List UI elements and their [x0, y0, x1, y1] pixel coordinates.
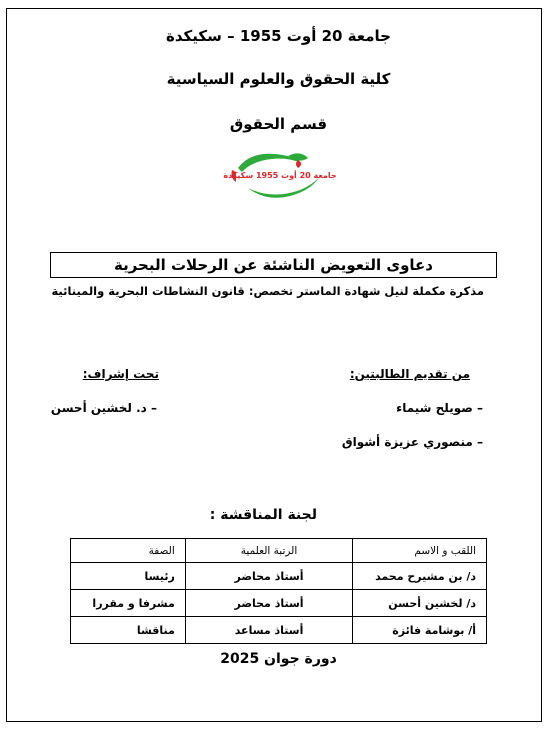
- member-name: د/ لخشين أحسن: [353, 590, 487, 617]
- students-label: من تقديم الطالبتين:: [349, 367, 470, 381]
- student-name-2: – منصوري عزيزة أشواق: [341, 435, 483, 449]
- member-name: د/ بن مشيرح محمد: [353, 563, 487, 590]
- logo-text: جامعة 20 أوت 1955 سكيكدة: [223, 171, 337, 180]
- student-name-1: – صويلح شيماء: [396, 401, 483, 415]
- column-header-rank: الرتبة العلمية: [185, 539, 353, 563]
- member-role: رئيسا: [71, 563, 186, 590]
- member-rank: أستاذ محاضر: [185, 590, 353, 617]
- thesis-subtitle: مذكرة مكملة لنيل شهادة الماستر تخصص: قانون النشاطات البحرية والمينائية: [51, 284, 484, 298]
- member-name: أ/ بوشامة فائزة: [353, 617, 487, 644]
- member-role: مشرفا و مقررا: [71, 590, 186, 617]
- table-header-row: [71, 539, 487, 563]
- member-rank: أستاذ مساعد: [185, 617, 353, 644]
- university-logo: [223, 148, 337, 198]
- faculty-name: كلية الحقوق والعلوم السياسية: [166, 70, 391, 88]
- supervisor-label: تحت إشراف:: [82, 367, 159, 381]
- table-row: [71, 590, 487, 617]
- committee-title: لجنة المناقشة :: [209, 507, 317, 523]
- department-name: قسم الحقوق: [229, 115, 328, 133]
- table-row: [71, 617, 487, 644]
- column-header-role: الصفة: [71, 539, 186, 563]
- jury-table: [70, 538, 487, 644]
- supervisor-name: – د. لخشين أحسن: [50, 401, 157, 415]
- university-name: جامعة 20 أوت 1955 – سكيكدة: [166, 27, 391, 45]
- member-rank: أستاذ محاضر: [185, 563, 353, 590]
- session-date: دورة جوان 2025: [220, 651, 337, 667]
- table-row: [71, 563, 487, 590]
- thesis-title: دعاوى التعويض الناشئة عن الرحلات البحرية: [50, 252, 497, 278]
- member-role: مناقشا: [71, 617, 186, 644]
- column-header-name: اللقب و الاسم: [353, 539, 487, 563]
